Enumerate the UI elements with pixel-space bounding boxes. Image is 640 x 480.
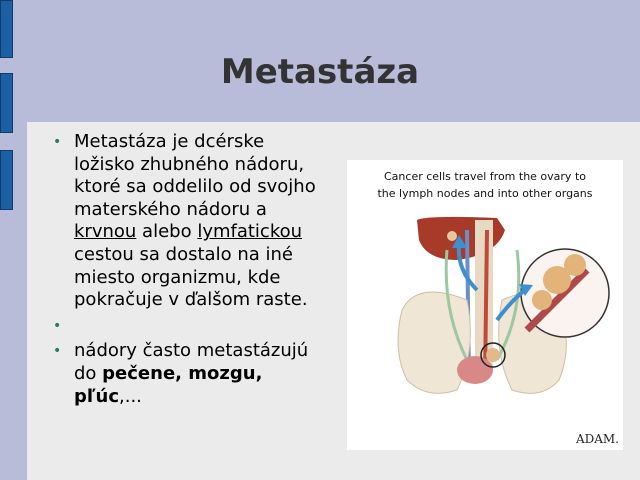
ovary-tumor <box>486 348 500 362</box>
bullet-item-2-empty <box>50 315 320 338</box>
uterus-shape <box>457 356 493 384</box>
bullet-dot: • <box>53 343 62 360</box>
caption-line-1: Cancer cells travel from the ovary to <box>384 170 586 183</box>
bullet-1-text-c: cestou sa dostalo na iné miesto organizmu, kde pokračuje v ďalšom raste. <box>74 243 308 311</box>
slide-title: Metastáza <box>220 52 420 92</box>
slide-tab-3 <box>0 150 13 210</box>
bullet-item-3 <box>50 340 320 408</box>
pelvis-organs-drawing <box>347 160 623 450</box>
bullet-dot: • <box>53 317 62 334</box>
bullet-3-text-a: nádory často metastázujú do <box>74 340 309 384</box>
bullet-list <box>50 131 320 411</box>
bullet-1-text-a: Metastáza je dcérske ložisko zhubného nádoru, ktoré sa oddelilo od svojho materského nádoru a <box>74 131 316 220</box>
bullet-3-organs: pečene, mozgu, pľúc <box>74 362 263 407</box>
bullet-1-text-b: alebo <box>136 221 198 243</box>
bullet-item-1 <box>50 131 320 312</box>
zoom-node-3 <box>532 290 552 310</box>
adam-logo: ADAM. <box>575 432 619 446</box>
bullet-3-text-b: ,... <box>119 385 142 407</box>
slide-tab-1 <box>0 0 13 58</box>
link-krvnou: krvnou <box>74 221 137 243</box>
zoom-node-2 <box>564 254 586 276</box>
caption-line-2: the lymph nodes and into other organs <box>377 187 593 200</box>
bullet-dot: • <box>53 134 62 150</box>
link-lymfatickou: lymfatickou <box>197 221 303 243</box>
anatomy-illustration <box>347 160 623 450</box>
liver-metastasis <box>447 231 457 241</box>
